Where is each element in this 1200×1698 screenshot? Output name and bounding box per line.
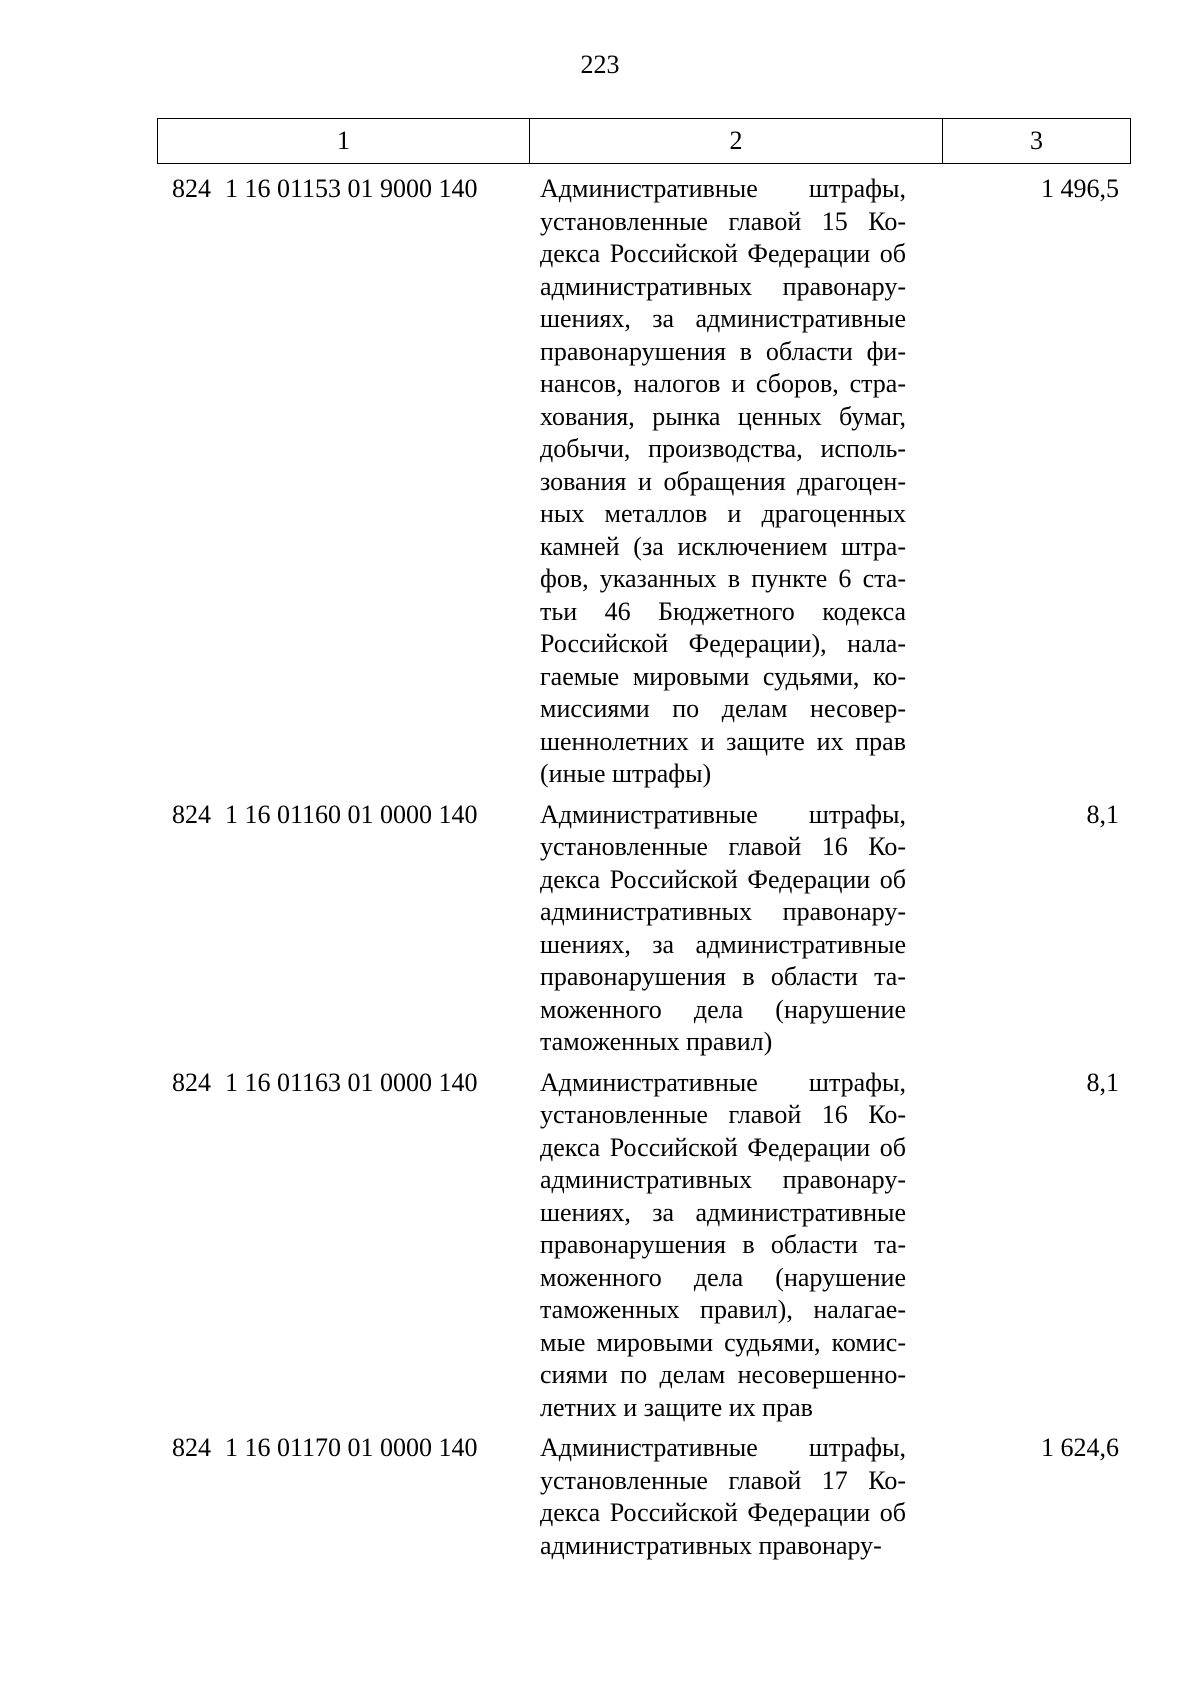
table-row bbox=[157, 1432, 1131, 1562]
description-line: шениях, за административные bbox=[540, 1197, 906, 1227]
description-line: установленные главой 17 Ко- bbox=[540, 1465, 906, 1495]
description-line: гаемые мировыми судьями, ко- bbox=[540, 661, 906, 691]
code-cell bbox=[157, 173, 529, 206]
description-cell bbox=[529, 799, 942, 1059]
description-line: миссиями по делам несовер- bbox=[540, 694, 906, 723]
description-line: установленные главой 16 Ко- bbox=[540, 1100, 906, 1129]
description-line: правонарушения в области та- bbox=[540, 962, 906, 991]
description-line: зования и обращения драгоцен- bbox=[540, 466, 906, 496]
budget-classification-code: 1 16 01160 01 0000 140 bbox=[225, 799, 478, 829]
administrator-code: 824 bbox=[172, 1433, 211, 1462]
administrator-code: 824 bbox=[172, 174, 211, 203]
description-cell bbox=[529, 1067, 942, 1425]
description-line: административных правонару- bbox=[540, 1165, 906, 1194]
description-line: Российской Федерации), нала- bbox=[540, 629, 906, 658]
description-line: летних и защите их прав bbox=[540, 1392, 813, 1422]
description-line: административных правонару- bbox=[540, 1530, 882, 1560]
column-header-1: 1 bbox=[158, 119, 530, 163]
description-line: ных металлов и драгоценных bbox=[540, 499, 906, 528]
description-line: таможенных правил) bbox=[540, 1027, 773, 1056]
description-line: декса Российской Федерации об bbox=[540, 239, 906, 268]
description-line: (иные штрафы) bbox=[540, 759, 712, 788]
table-body bbox=[157, 173, 1131, 1570]
code-cell bbox=[157, 1067, 529, 1100]
description-line: установленные главой 15 Ко- bbox=[540, 206, 906, 236]
budget-classification-code: 1 16 01170 01 0000 140 bbox=[225, 1433, 478, 1462]
description-line: нансов, налогов и сборов, стра- bbox=[540, 369, 906, 398]
description-line: Административные штрафы, bbox=[540, 799, 906, 829]
code-cell bbox=[157, 1432, 529, 1465]
description-cell bbox=[529, 173, 942, 791]
description-line: административных правонару- bbox=[540, 271, 906, 301]
amount-cell: 1 496,5 bbox=[1041, 174, 1119, 203]
description-line: административных правонару- bbox=[540, 897, 906, 926]
administrator-code: 824 bbox=[172, 799, 211, 829]
description-line: фов, указанных в пункте 6 ста- bbox=[540, 564, 906, 593]
description-line: мые мировыми судьями, комис- bbox=[540, 1327, 906, 1357]
table-row bbox=[157, 799, 1131, 1059]
description-line: шениях, за административные bbox=[540, 929, 906, 959]
description-line: шеннолетних и защите их прав bbox=[540, 726, 906, 756]
amount-cell: 8,1 bbox=[1086, 799, 1119, 829]
description-line: тьи 46 Бюджетного кодекса bbox=[540, 596, 906, 626]
budget-classification-code: 1 16 01153 01 9000 140 bbox=[225, 174, 478, 203]
column-header-3: 3 bbox=[1030, 126, 1043, 155]
description-line: Административные штрафы, bbox=[540, 1433, 906, 1462]
table-row bbox=[157, 173, 1131, 791]
amount-cell: 1 624,6 bbox=[1041, 1433, 1119, 1462]
administrator-code: 824 bbox=[172, 1067, 211, 1097]
code-cell bbox=[157, 799, 529, 832]
page-number: 223 bbox=[580, 50, 620, 79]
column-header-2: 2 bbox=[530, 119, 943, 163]
description-line: хования, рынка ценных бумаг, bbox=[540, 401, 906, 431]
description-line: декса Российской Федерации об bbox=[540, 864, 906, 894]
description-line: моженного дела (нарушение bbox=[540, 994, 906, 1024]
description-cell bbox=[529, 1432, 942, 1562]
description-line: добычи, производства, исполь- bbox=[540, 434, 906, 463]
description-line: камней (за исключением штра- bbox=[540, 531, 906, 561]
budget-classification-code: 1 16 01163 01 0000 140 bbox=[225, 1067, 478, 1097]
amount-cell: 8,1 bbox=[1086, 1067, 1119, 1097]
description-line: декса Российской Федерации об bbox=[540, 1498, 906, 1527]
description-line: сиями по делам несовершенно- bbox=[540, 1360, 906, 1389]
description-line: таможенных правил), налагае- bbox=[540, 1295, 906, 1324]
description-line: Административные штрафы, bbox=[540, 174, 906, 203]
description-line: правонарушения в области та- bbox=[540, 1230, 906, 1259]
description-line: декса Российской Федерации об bbox=[540, 1132, 906, 1162]
description-line: Административные штрафы, bbox=[540, 1067, 906, 1097]
description-line: правонарушения в области фи- bbox=[540, 336, 906, 366]
description-line: установленные главой 16 Ко- bbox=[540, 832, 906, 861]
description-line: шениях, за административные bbox=[540, 304, 906, 333]
table-header bbox=[157, 118, 1131, 164]
table-row bbox=[157, 1067, 1131, 1425]
description-line: моженного дела (нарушение bbox=[540, 1262, 906, 1292]
